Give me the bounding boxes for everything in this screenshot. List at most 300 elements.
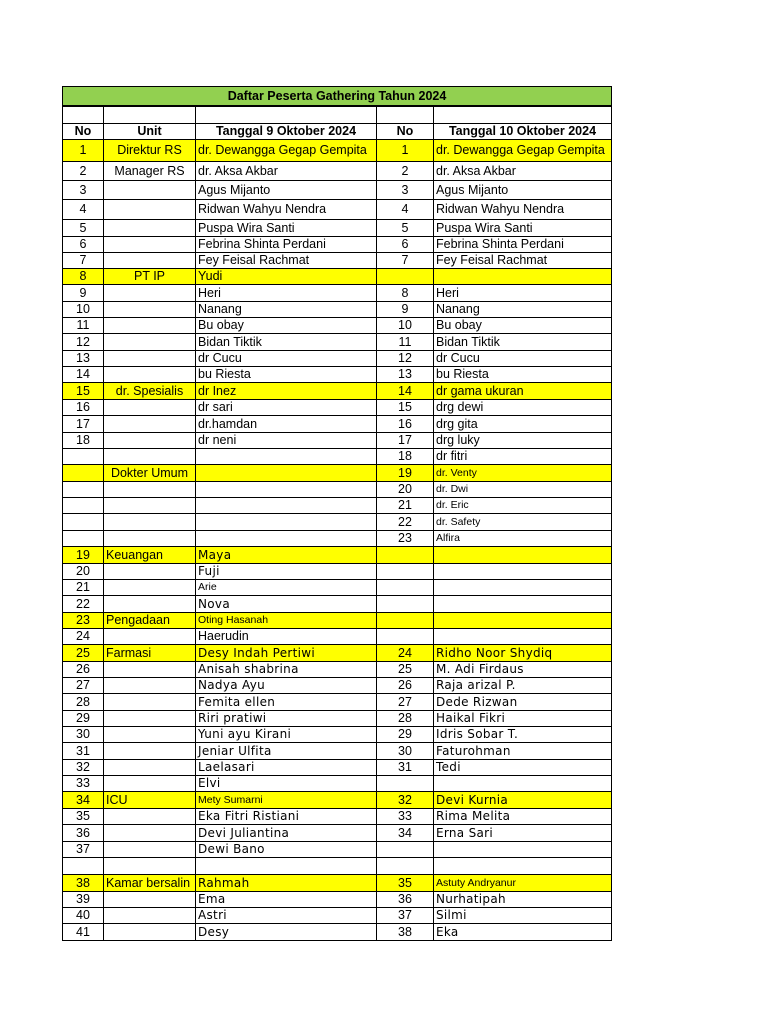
- row-number-2: 3: [376, 180, 433, 199]
- unit-cell: [103, 923, 195, 940]
- oct9-participant: Fey Feisal Rachmat: [195, 252, 376, 268]
- row-number-2: 15: [376, 399, 433, 415]
- row-number: 24: [62, 628, 103, 644]
- table-row: [62, 513, 612, 530]
- unit-cell: [103, 759, 195, 775]
- oct10-participant: [433, 775, 612, 791]
- unit-cell: [103, 366, 195, 382]
- table-row: [62, 497, 612, 513]
- unit-cell: [103, 497, 195, 513]
- oct9-participant: Desy: [195, 923, 376, 940]
- table-row: [62, 628, 612, 644]
- oct9-participant: Desy Indah Pertiwi: [195, 644, 376, 661]
- unit-cell: [103, 415, 195, 432]
- unit-cell: [103, 432, 195, 448]
- row-number: [62, 857, 103, 874]
- row-number-2: 13: [376, 366, 433, 382]
- unit-cell: [103, 579, 195, 595]
- oct10-participant: Puspa Wira Santi: [433, 219, 612, 236]
- oct9-participant: Puspa Wira Santi: [195, 219, 376, 236]
- row-number-2: 25: [376, 661, 433, 677]
- oct10-participant: Idris Sobar T.: [433, 726, 612, 742]
- row-number-2: 31: [376, 759, 433, 775]
- unit-cell: [103, 252, 195, 268]
- oct10-participant: Erna Sari: [433, 824, 612, 841]
- row-number-2: [376, 857, 433, 874]
- row-number-2: 20: [376, 481, 433, 497]
- unit-cell: [103, 775, 195, 791]
- oct9-participant: Devi Juliantina: [195, 824, 376, 841]
- oct10-participant: [433, 579, 612, 595]
- table-row: [62, 317, 612, 333]
- row-number: 21: [62, 579, 103, 595]
- row-number-2: 17: [376, 432, 433, 448]
- unit-cell: [103, 333, 195, 350]
- row-number: 15: [62, 382, 103, 399]
- table-row: [62, 481, 612, 497]
- table-row: [62, 710, 612, 726]
- header-day9: Tanggal 9 Oktober 2024: [195, 123, 376, 139]
- row-number-2: 11: [376, 333, 433, 350]
- table-row: [62, 415, 612, 432]
- oct10-participant: Dede Rizwan: [433, 693, 612, 710]
- row-number-2: 29: [376, 726, 433, 742]
- row-number-2: 19: [376, 464, 433, 481]
- oct9-participant: Bidan Tiktik: [195, 333, 376, 350]
- table-row: [62, 841, 612, 857]
- oct9-participant: Agus Mijanto: [195, 180, 376, 199]
- table-row: [62, 595, 612, 612]
- oct9-participant: dr. Dewangga Gegap Gempita: [195, 139, 376, 161]
- row-number-2: [376, 595, 433, 612]
- oct10-participant: dr. Aksa Akbar: [433, 161, 612, 180]
- oct10-participant: Silmi: [433, 907, 612, 923]
- oct9-participant: Ema: [195, 891, 376, 907]
- oct9-participant: [195, 464, 376, 481]
- unit-cell: [103, 710, 195, 726]
- oct9-participant: Heri: [195, 284, 376, 301]
- unit-cell: ICU: [103, 791, 195, 808]
- row-number-2: 21: [376, 497, 433, 513]
- oct9-participant: Oting Hasanah: [195, 612, 376, 628]
- row-number: 31: [62, 742, 103, 759]
- table-row: [62, 742, 612, 759]
- table-row: [62, 546, 612, 563]
- table-row: [62, 579, 612, 595]
- unit-cell: [103, 808, 195, 824]
- row-number: 10: [62, 301, 103, 317]
- row-number-2: 26: [376, 677, 433, 693]
- oct9-participant: Anisah shabrina: [195, 661, 376, 677]
- oct10-participant: dr. Dewangga Gegap Gempita: [433, 139, 612, 161]
- table-row: [62, 199, 612, 219]
- oct9-participant: [195, 530, 376, 546]
- oct10-participant: M. Adi Firdaus: [433, 661, 612, 677]
- oct10-participant: Ridwan Wahyu Nendra: [433, 199, 612, 219]
- oct10-participant: Nanang: [433, 301, 612, 317]
- oct9-participant: Jeniar Ulfita: [195, 742, 376, 759]
- table-row: [62, 219, 612, 236]
- row-number: 6: [62, 236, 103, 252]
- table-row: [62, 612, 612, 628]
- row-number: 27: [62, 677, 103, 693]
- row-number: 22: [62, 595, 103, 612]
- row-number: 20: [62, 563, 103, 579]
- row-number-2: 38: [376, 923, 433, 940]
- oct9-participant: dr neni: [195, 432, 376, 448]
- oct9-participant: Elvi: [195, 775, 376, 791]
- row-number: 41: [62, 923, 103, 940]
- unit-cell: [103, 236, 195, 252]
- row-number: 2: [62, 161, 103, 180]
- table-row: [62, 333, 612, 350]
- unit-cell: [103, 530, 195, 546]
- oct10-participant: Agus Mijanto: [433, 180, 612, 199]
- table-row: [62, 161, 612, 180]
- oct10-participant: [433, 857, 612, 874]
- table-row: [62, 693, 612, 710]
- oct9-participant: [195, 857, 376, 874]
- oct9-participant: [195, 481, 376, 497]
- unit-cell: [103, 742, 195, 759]
- row-number-2: 28: [376, 710, 433, 726]
- oct10-participant: dr gama ukuran: [433, 382, 612, 399]
- row-number-2: 14: [376, 382, 433, 399]
- row-number: 37: [62, 841, 103, 857]
- table-row: [62, 923, 612, 940]
- oct10-participant: dr fitri: [433, 448, 612, 464]
- unit-cell: [103, 199, 195, 219]
- oct10-participant: dr. Dwi: [433, 481, 612, 497]
- row-number: 13: [62, 350, 103, 366]
- unit-cell: Manager RS: [103, 161, 195, 180]
- oct9-participant: Maya: [195, 546, 376, 563]
- oct9-participant: Astri: [195, 907, 376, 923]
- table-row: [62, 808, 612, 824]
- header-no: No: [62, 123, 103, 139]
- row-number-2: 33: [376, 808, 433, 824]
- row-number-2: [376, 628, 433, 644]
- unit-cell: [103, 693, 195, 710]
- row-number: [62, 481, 103, 497]
- oct9-participant: [195, 513, 376, 530]
- oct9-participant: Febrina Shinta Perdani: [195, 236, 376, 252]
- oct10-participant: Fey Feisal Rachmat: [433, 252, 612, 268]
- row-number-2: 2: [376, 161, 433, 180]
- row-number: 7: [62, 252, 103, 268]
- blank-cell: [433, 106, 612, 123]
- row-number: 14: [62, 366, 103, 382]
- unit-cell: Dokter Umum: [103, 464, 195, 481]
- unit-cell: [103, 661, 195, 677]
- unit-cell: Keuangan: [103, 546, 195, 563]
- unit-cell: Kamar bersalin: [103, 874, 195, 891]
- sheet-title: Daftar Peserta Gathering Tahun 2024: [62, 86, 612, 106]
- row-number-2: [376, 612, 433, 628]
- unit-cell: Farmasi: [103, 644, 195, 661]
- oct10-participant: Nurhatipah: [433, 891, 612, 907]
- row-number: 8: [62, 268, 103, 284]
- row-number: 40: [62, 907, 103, 923]
- unit-cell: [103, 317, 195, 333]
- oct10-participant: dr Cucu: [433, 350, 612, 366]
- oct10-participant: dr. Venty: [433, 464, 612, 481]
- oct10-participant: drg gita: [433, 415, 612, 432]
- unit-cell: [103, 399, 195, 415]
- oct9-participant: Riri pratiwi: [195, 710, 376, 726]
- unit-cell: Pengadaan: [103, 612, 195, 628]
- unit-cell: [103, 824, 195, 841]
- oct9-participant: Laelasari: [195, 759, 376, 775]
- row-number: 30: [62, 726, 103, 742]
- oct10-participant: Rima Melita: [433, 808, 612, 824]
- row-number-2: 37: [376, 907, 433, 923]
- table-row: [62, 432, 612, 448]
- table-row: [62, 366, 612, 382]
- oct9-participant: [195, 497, 376, 513]
- unit-cell: [103, 857, 195, 874]
- unit-cell: [103, 841, 195, 857]
- table-row: [62, 661, 612, 677]
- table-row: [62, 874, 612, 891]
- oct9-participant: Dewi Bano: [195, 841, 376, 857]
- oct9-participant: Eka Fitri Ristiani: [195, 808, 376, 824]
- row-number-2: [376, 775, 433, 791]
- table-row: [62, 399, 612, 415]
- oct9-participant: Bu obay: [195, 317, 376, 333]
- row-number-2: 7: [376, 252, 433, 268]
- row-number: 26: [62, 661, 103, 677]
- oct9-participant: Nova: [195, 595, 376, 612]
- unit-cell: PT IP: [103, 268, 195, 284]
- unit-cell: [103, 907, 195, 923]
- blank-cell: [62, 106, 103, 123]
- table-row: [62, 563, 612, 579]
- row-number: 16: [62, 399, 103, 415]
- row-number: 29: [62, 710, 103, 726]
- oct10-participant: dr. Safety: [433, 513, 612, 530]
- table-row: [62, 252, 612, 268]
- unit-cell: [103, 563, 195, 579]
- unit-cell: [103, 448, 195, 464]
- row-number-2: 24: [376, 644, 433, 661]
- row-number: 34: [62, 791, 103, 808]
- oct10-participant: Eka: [433, 923, 612, 940]
- header-day10: Tanggal 10 Oktober 2024: [433, 123, 612, 139]
- row-number: 4: [62, 199, 103, 219]
- oct10-participant: drg luky: [433, 432, 612, 448]
- unit-cell: [103, 628, 195, 644]
- table-row: [62, 301, 612, 317]
- row-number: 12: [62, 333, 103, 350]
- header-unit: Unit: [103, 123, 195, 139]
- row-number: 1: [62, 139, 103, 161]
- table-row: [62, 180, 612, 199]
- row-number-2: 5: [376, 219, 433, 236]
- row-number-2: 4: [376, 199, 433, 219]
- unit-cell: [103, 513, 195, 530]
- table-row: [62, 824, 612, 841]
- blank-row: [62, 106, 612, 123]
- unit-cell: [103, 726, 195, 742]
- row-number-2: [376, 268, 433, 284]
- oct9-participant: bu Riesta: [195, 366, 376, 382]
- oct10-participant: Bu obay: [433, 317, 612, 333]
- oct10-participant: [433, 268, 612, 284]
- table-row: [62, 268, 612, 284]
- row-number-2: 27: [376, 693, 433, 710]
- row-number-2: [376, 579, 433, 595]
- oct9-participant: Yudi: [195, 268, 376, 284]
- oct9-participant: Mety Sumarni: [195, 791, 376, 808]
- row-number: 25: [62, 644, 103, 661]
- table-row: [62, 677, 612, 693]
- unit-cell: [103, 891, 195, 907]
- row-number-2: 9: [376, 301, 433, 317]
- table-row: [62, 448, 612, 464]
- row-number: 33: [62, 775, 103, 791]
- oct9-participant: dr.hamdan: [195, 415, 376, 432]
- table-row: [62, 891, 612, 907]
- oct9-participant: Arie: [195, 579, 376, 595]
- oct9-participant: Ridwan Wahyu Nendra: [195, 199, 376, 219]
- oct10-participant: bu Riesta: [433, 366, 612, 382]
- oct9-participant: Haerudin: [195, 628, 376, 644]
- row-number: 11: [62, 317, 103, 333]
- row-number: 28: [62, 693, 103, 710]
- row-number-2: 34: [376, 824, 433, 841]
- oct10-participant: [433, 612, 612, 628]
- row-number-2: [376, 563, 433, 579]
- unit-cell: [103, 219, 195, 236]
- table-row: [62, 284, 612, 301]
- row-number: 18: [62, 432, 103, 448]
- oct10-participant: Faturohman: [433, 742, 612, 759]
- row-number: [62, 530, 103, 546]
- unit-cell: [103, 595, 195, 612]
- table-row: [62, 350, 612, 366]
- table-row: [62, 726, 612, 742]
- row-number-2: 12: [376, 350, 433, 366]
- row-number: 9: [62, 284, 103, 301]
- oct9-participant: Nanang: [195, 301, 376, 317]
- row-number: 3: [62, 180, 103, 199]
- oct9-participant: dr sari: [195, 399, 376, 415]
- oct9-participant: [195, 448, 376, 464]
- oct10-participant: Tedi: [433, 759, 612, 775]
- table-bottom-border: [62, 940, 612, 941]
- oct10-participant: Raja arizal P.: [433, 677, 612, 693]
- table-row: [62, 236, 612, 252]
- table-row: [62, 907, 612, 923]
- oct9-participant: dr. Aksa Akbar: [195, 161, 376, 180]
- row-number-2: 32: [376, 791, 433, 808]
- oct10-participant: Bidan Tiktik: [433, 333, 612, 350]
- oct10-participant: [433, 841, 612, 857]
- blank-cell: [103, 106, 195, 123]
- row-number: [62, 448, 103, 464]
- table-row: [62, 791, 612, 808]
- oct9-participant: Rahmah: [195, 874, 376, 891]
- oct10-participant: [433, 563, 612, 579]
- oct10-participant: Ridho Noor Shydiq: [433, 644, 612, 661]
- table-row: [62, 139, 612, 161]
- row-number-2: 18: [376, 448, 433, 464]
- table-row: [62, 382, 612, 399]
- unit-cell: dr. Spesialis: [103, 382, 195, 399]
- row-number: 36: [62, 824, 103, 841]
- oct10-participant: dr. Eric: [433, 497, 612, 513]
- row-number-2: 35: [376, 874, 433, 891]
- unit-cell: [103, 284, 195, 301]
- oct10-participant: Febrina Shinta Perdani: [433, 236, 612, 252]
- table-row: [62, 530, 612, 546]
- table-row: [62, 464, 612, 481]
- table-row: [62, 857, 612, 874]
- unit-cell: [103, 350, 195, 366]
- unit-cell: [103, 677, 195, 693]
- row-number-2: 10: [376, 317, 433, 333]
- unit-cell: [103, 180, 195, 199]
- row-number-2: 36: [376, 891, 433, 907]
- row-number-2: 6: [376, 236, 433, 252]
- row-number: 39: [62, 891, 103, 907]
- blank-cell: [376, 106, 433, 123]
- unit-cell: Direktur RS: [103, 139, 195, 161]
- oct10-participant: Devi Kurnia: [433, 791, 612, 808]
- oct9-participant: Femita ellen: [195, 693, 376, 710]
- header-no2: No: [376, 123, 433, 139]
- oct10-participant: [433, 595, 612, 612]
- oct9-participant: Fuji: [195, 563, 376, 579]
- unit-cell: [103, 301, 195, 317]
- row-number: [62, 513, 103, 530]
- oct9-participant: dr Inez: [195, 382, 376, 399]
- row-number-2: 22: [376, 513, 433, 530]
- row-number-2: [376, 841, 433, 857]
- oct10-participant: [433, 628, 612, 644]
- unit-cell: [103, 481, 195, 497]
- row-number-2: 16: [376, 415, 433, 432]
- blank-cell: [195, 106, 376, 123]
- row-number: 32: [62, 759, 103, 775]
- row-number: [62, 464, 103, 481]
- oct10-participant: Haikal Fikri: [433, 710, 612, 726]
- row-number-2: 1: [376, 139, 433, 161]
- row-number: 5: [62, 219, 103, 236]
- row-number: 19: [62, 546, 103, 563]
- row-number: 35: [62, 808, 103, 824]
- table-row: [62, 759, 612, 775]
- oct10-participant: [433, 546, 612, 563]
- row-number-2: 8: [376, 284, 433, 301]
- row-number-2: 30: [376, 742, 433, 759]
- oct10-participant: Alfira: [433, 530, 612, 546]
- oct9-participant: Nadya Ayu: [195, 677, 376, 693]
- oct10-participant: drg dewi: [433, 399, 612, 415]
- oct9-participant: dr Cucu: [195, 350, 376, 366]
- header-row: [62, 123, 612, 139]
- row-number: 38: [62, 874, 103, 891]
- row-number: [62, 497, 103, 513]
- oct9-participant: Yuni ayu Kirani: [195, 726, 376, 742]
- oct10-participant: Astuty Andryanur: [433, 874, 612, 891]
- row-number-2: [376, 546, 433, 563]
- oct10-participant: Heri: [433, 284, 612, 301]
- row-number: 23: [62, 612, 103, 628]
- row-number: 17: [62, 415, 103, 432]
- table-row: [62, 644, 612, 661]
